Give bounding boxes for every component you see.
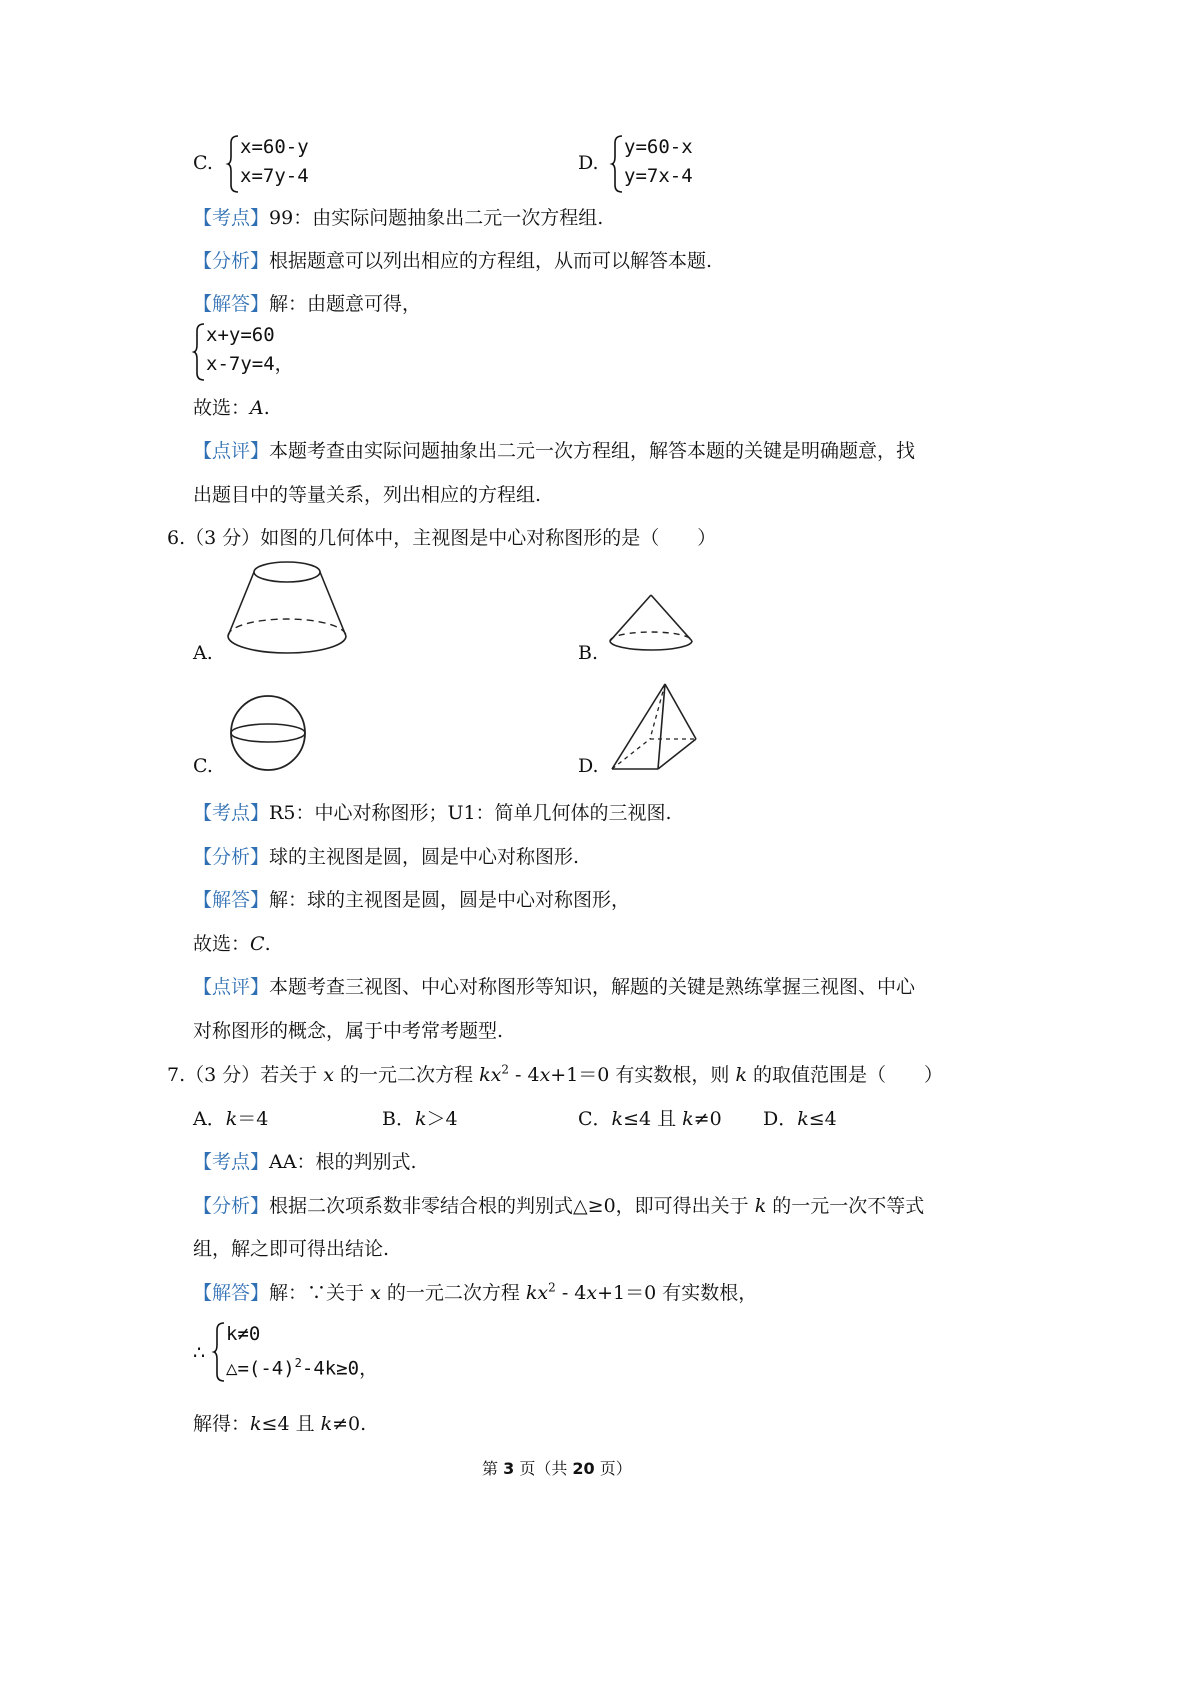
kaodian-text: 99：由实际问题抽象出二元一次方程组. xyxy=(269,207,604,229)
var-k: k xyxy=(250,1413,262,1435)
q6-guxuan xyxy=(193,929,271,956)
q7-sys-equation-2 xyxy=(226,1349,378,1383)
stem-text: 的一元二次方程 xyxy=(334,1064,480,1086)
option-label: C． xyxy=(578,1108,612,1130)
dianping-tag: 点评 xyxy=(212,440,251,462)
q7-option-b xyxy=(382,1104,458,1131)
exponent: 2 xyxy=(294,1356,302,1370)
jieda-tag: 解答 xyxy=(212,889,251,911)
option-text: ≠0 xyxy=(693,1108,722,1130)
option-text: ＝4 xyxy=(237,1108,269,1130)
q7-stem xyxy=(167,1060,943,1087)
option-label: B． xyxy=(382,1108,415,1130)
q7-option-d xyxy=(763,1104,837,1131)
jieda-text: +1＝0 有实数根， xyxy=(597,1282,758,1304)
var-x: x xyxy=(586,1282,598,1304)
sphere-figure xyxy=(228,693,308,773)
q7-jiede xyxy=(193,1409,366,1436)
kaodian-tag: 考点 xyxy=(212,802,251,824)
eq-text: x-7y=4 xyxy=(206,353,275,375)
fenxi-tag: 分析 xyxy=(212,1195,251,1217)
q5-option-c-system xyxy=(228,133,328,193)
q5-c-equation-2: x=7y-4 xyxy=(240,165,309,187)
q7-answer-system xyxy=(214,1320,414,1384)
q6-dianping-line-1: 【点评】本题考查三视图、中心对称图形等知识，解题的关键是熟练掌握三视图、中心 xyxy=(193,976,916,998)
var-x: x xyxy=(539,1064,551,1086)
exponent: 2 xyxy=(501,1062,509,1077)
jiede-text: ≠0. xyxy=(332,1413,367,1435)
option-text: ≤4 xyxy=(808,1108,837,1130)
option-label: A． xyxy=(193,1108,226,1130)
var-k: k xyxy=(320,1413,333,1435)
q7-fenxi-line-2: 组，解之即可得出结论. xyxy=(193,1238,390,1260)
option-label: D． xyxy=(763,1108,798,1130)
jieda-text: 解：球的主视图是圆，圆是中心对称图形， xyxy=(269,889,631,911)
q7-option-a xyxy=(193,1104,268,1131)
var-k: k xyxy=(682,1108,694,1130)
jiede-text: ≤4 且 xyxy=(261,1413,321,1435)
var-k: k xyxy=(797,1108,809,1130)
stem-text: - 4 xyxy=(508,1064,540,1086)
total-pages: 20 xyxy=(572,1459,595,1478)
fenxi-text: 根据题意可以列出相应的方程组，从而可以解答本题. xyxy=(269,250,713,272)
guxuan-answer: C xyxy=(250,933,265,955)
brace-icon xyxy=(228,135,240,193)
brace-icon xyxy=(194,323,206,381)
option-text: ＞4 xyxy=(426,1108,458,1130)
dianping-tag: 点评 xyxy=(212,976,251,998)
var-kx: kx xyxy=(479,1064,502,1086)
jieda-text: 解：由题意可得， xyxy=(269,293,422,315)
page-footer xyxy=(482,1456,632,1479)
q6-option-d-label: D. xyxy=(578,755,599,777)
footer-text: 页） xyxy=(594,1459,632,1478)
q6-dianping-line-2: 对称图形的概念，属于中考常考题型. xyxy=(193,1020,504,1042)
q5-d-equation-2: y=7x-4 xyxy=(624,165,693,187)
guxuan-prefix: 故选： xyxy=(193,933,251,955)
q7-jieda: 【解答】解：∵关于 x 的一元二次方程 $kx^2 - 4x+1=0$ 有实数根， xyxy=(193,1280,758,1304)
option-text: ≤4 且 xyxy=(623,1108,683,1130)
kaodian-tag: 考点 xyxy=(212,1151,251,1173)
stem-text: +1＝0 有实数根，则 xyxy=(550,1064,736,1086)
q5-d-equation-1: y=60-x xyxy=(624,136,693,158)
brace-icon xyxy=(612,135,624,193)
jiede-prefix: 解得： xyxy=(193,1413,251,1435)
eq-text: -4k≥0 xyxy=(301,1357,360,1380)
q5-fenxi: 【分析】根据题意可以列出相应的方程组，从而可以解答本题. xyxy=(193,250,713,272)
brace-icon xyxy=(214,1322,226,1382)
therefore-symbol: ∴ xyxy=(193,1342,206,1364)
var-x: x xyxy=(370,1282,381,1304)
stem-text: 7.（3 分）若关于 xyxy=(167,1064,324,1086)
var-k: k xyxy=(735,1064,747,1086)
guxuan-suffix: . xyxy=(264,933,271,955)
var-k: k xyxy=(611,1108,624,1130)
q6-kaodian: 【考点】R5：中心对称图形；U1：简单几何体的三视图. xyxy=(193,802,672,824)
q5-answer-system xyxy=(194,321,314,383)
q7-option-c xyxy=(578,1104,722,1131)
dianping-text: 本题考查由实际问题抽象出二元一次方程组，解答本题的关键是明确题意，找 xyxy=(269,440,916,462)
q5-guxuan xyxy=(193,393,270,420)
jieda-text: 的一元二次方程 xyxy=(380,1282,526,1304)
exponent: 2 xyxy=(548,1280,556,1295)
cone-figure xyxy=(608,593,694,657)
guxuan-prefix: 故选： xyxy=(193,397,251,419)
q5-dianping-line-1: 【点评】本题考查由实际问题抽象出二元一次方程组，解答本题的关键是明确题意，找 xyxy=(193,440,916,462)
var-k: k xyxy=(754,1195,767,1217)
dianping-text: 本题考查三视图、中心对称图形等知识，解题的关键是熟练掌握三视图、中心 xyxy=(269,976,916,998)
eq-text: △=(-4) xyxy=(226,1357,295,1380)
kaodian-text: AA：根的判别式. xyxy=(269,1151,417,1173)
jieda-tag: 解答 xyxy=(212,1282,251,1304)
comma: ， xyxy=(359,1357,379,1380)
var-k: k xyxy=(225,1108,238,1130)
q5-jieda: 【解答】解：由题意可得， xyxy=(193,293,422,315)
q6-option-b-label: B. xyxy=(578,642,599,664)
frustum-figure xyxy=(225,560,349,660)
fenxi-text: 球的主视图是圆，圆是中心对称图形. xyxy=(269,846,580,868)
q5-sys-equation-2 xyxy=(206,350,294,379)
var-kx: kx xyxy=(525,1282,549,1304)
comma: ， xyxy=(274,353,294,375)
q5-c-equation-1: x=60-y xyxy=(240,136,309,158)
jieda-text: 解：∵关于 xyxy=(269,1282,371,1304)
q5-option-d-system xyxy=(612,133,712,193)
var-k: k xyxy=(414,1108,427,1130)
pyramid-figure xyxy=(610,682,700,772)
stem-text: 的取值范围是（ ） xyxy=(747,1064,944,1086)
q6-option-a-label: A. xyxy=(193,642,213,664)
q5-kaodian: 【考点】99：由实际问题抽象出二元一次方程组. xyxy=(193,207,604,229)
q6-fenxi: 【分析】球的主视图是圆，圆是中心对称图形. xyxy=(193,846,580,868)
footer-text: 页（共 xyxy=(514,1459,573,1478)
fenxi-text: 的一元一次不等式 xyxy=(766,1195,925,1217)
fenxi-tag: 分析 xyxy=(212,846,251,868)
jieda-tag: 解答 xyxy=(212,293,251,315)
guxuan-answer: A xyxy=(250,397,264,419)
kaodian-tag: 考点 xyxy=(212,207,251,229)
guxuan-suffix: . xyxy=(263,397,270,419)
q6-jieda: 【解答】解：球的主视图是圆，圆是中心对称图形， xyxy=(193,889,631,911)
q5-dianping-line-2: 出题目中的等量关系，列出相应的方程组. xyxy=(193,484,542,506)
q7-fenxi-line-1: 【分析】根据二次项系数非零结合根的判别式△≥0，即可得出关于 k 的一元一次不等式 xyxy=(193,1195,925,1217)
q5-option-d-label: D. xyxy=(578,152,599,174)
q5-option-c-label: C. xyxy=(193,152,213,174)
q6-stem: 6.（3 分）如图的几何体中，主视图是中心对称图形的是（ ） xyxy=(167,527,717,549)
q5-sys-equation-1: x+y=60 xyxy=(206,324,275,346)
footer-text: 第 xyxy=(482,1459,504,1478)
fenxi-tag: 分析 xyxy=(212,250,251,272)
q6-option-c-label: C. xyxy=(193,755,213,777)
page-number: 3 xyxy=(503,1459,515,1478)
q7-kaodian: 【考点】AA：根的判别式. xyxy=(193,1151,417,1173)
var-x: x xyxy=(323,1064,335,1086)
fenxi-text: 根据二次项系数非零结合根的判别式△≥0，即可得出关于 xyxy=(269,1195,755,1217)
jieda-text: - 4 xyxy=(555,1282,587,1304)
q7-sys-equation-1: k≠0 xyxy=(226,1323,261,1345)
kaodian-text: R5：中心对称图形；U1：简单几何体的三视图. xyxy=(269,802,672,824)
